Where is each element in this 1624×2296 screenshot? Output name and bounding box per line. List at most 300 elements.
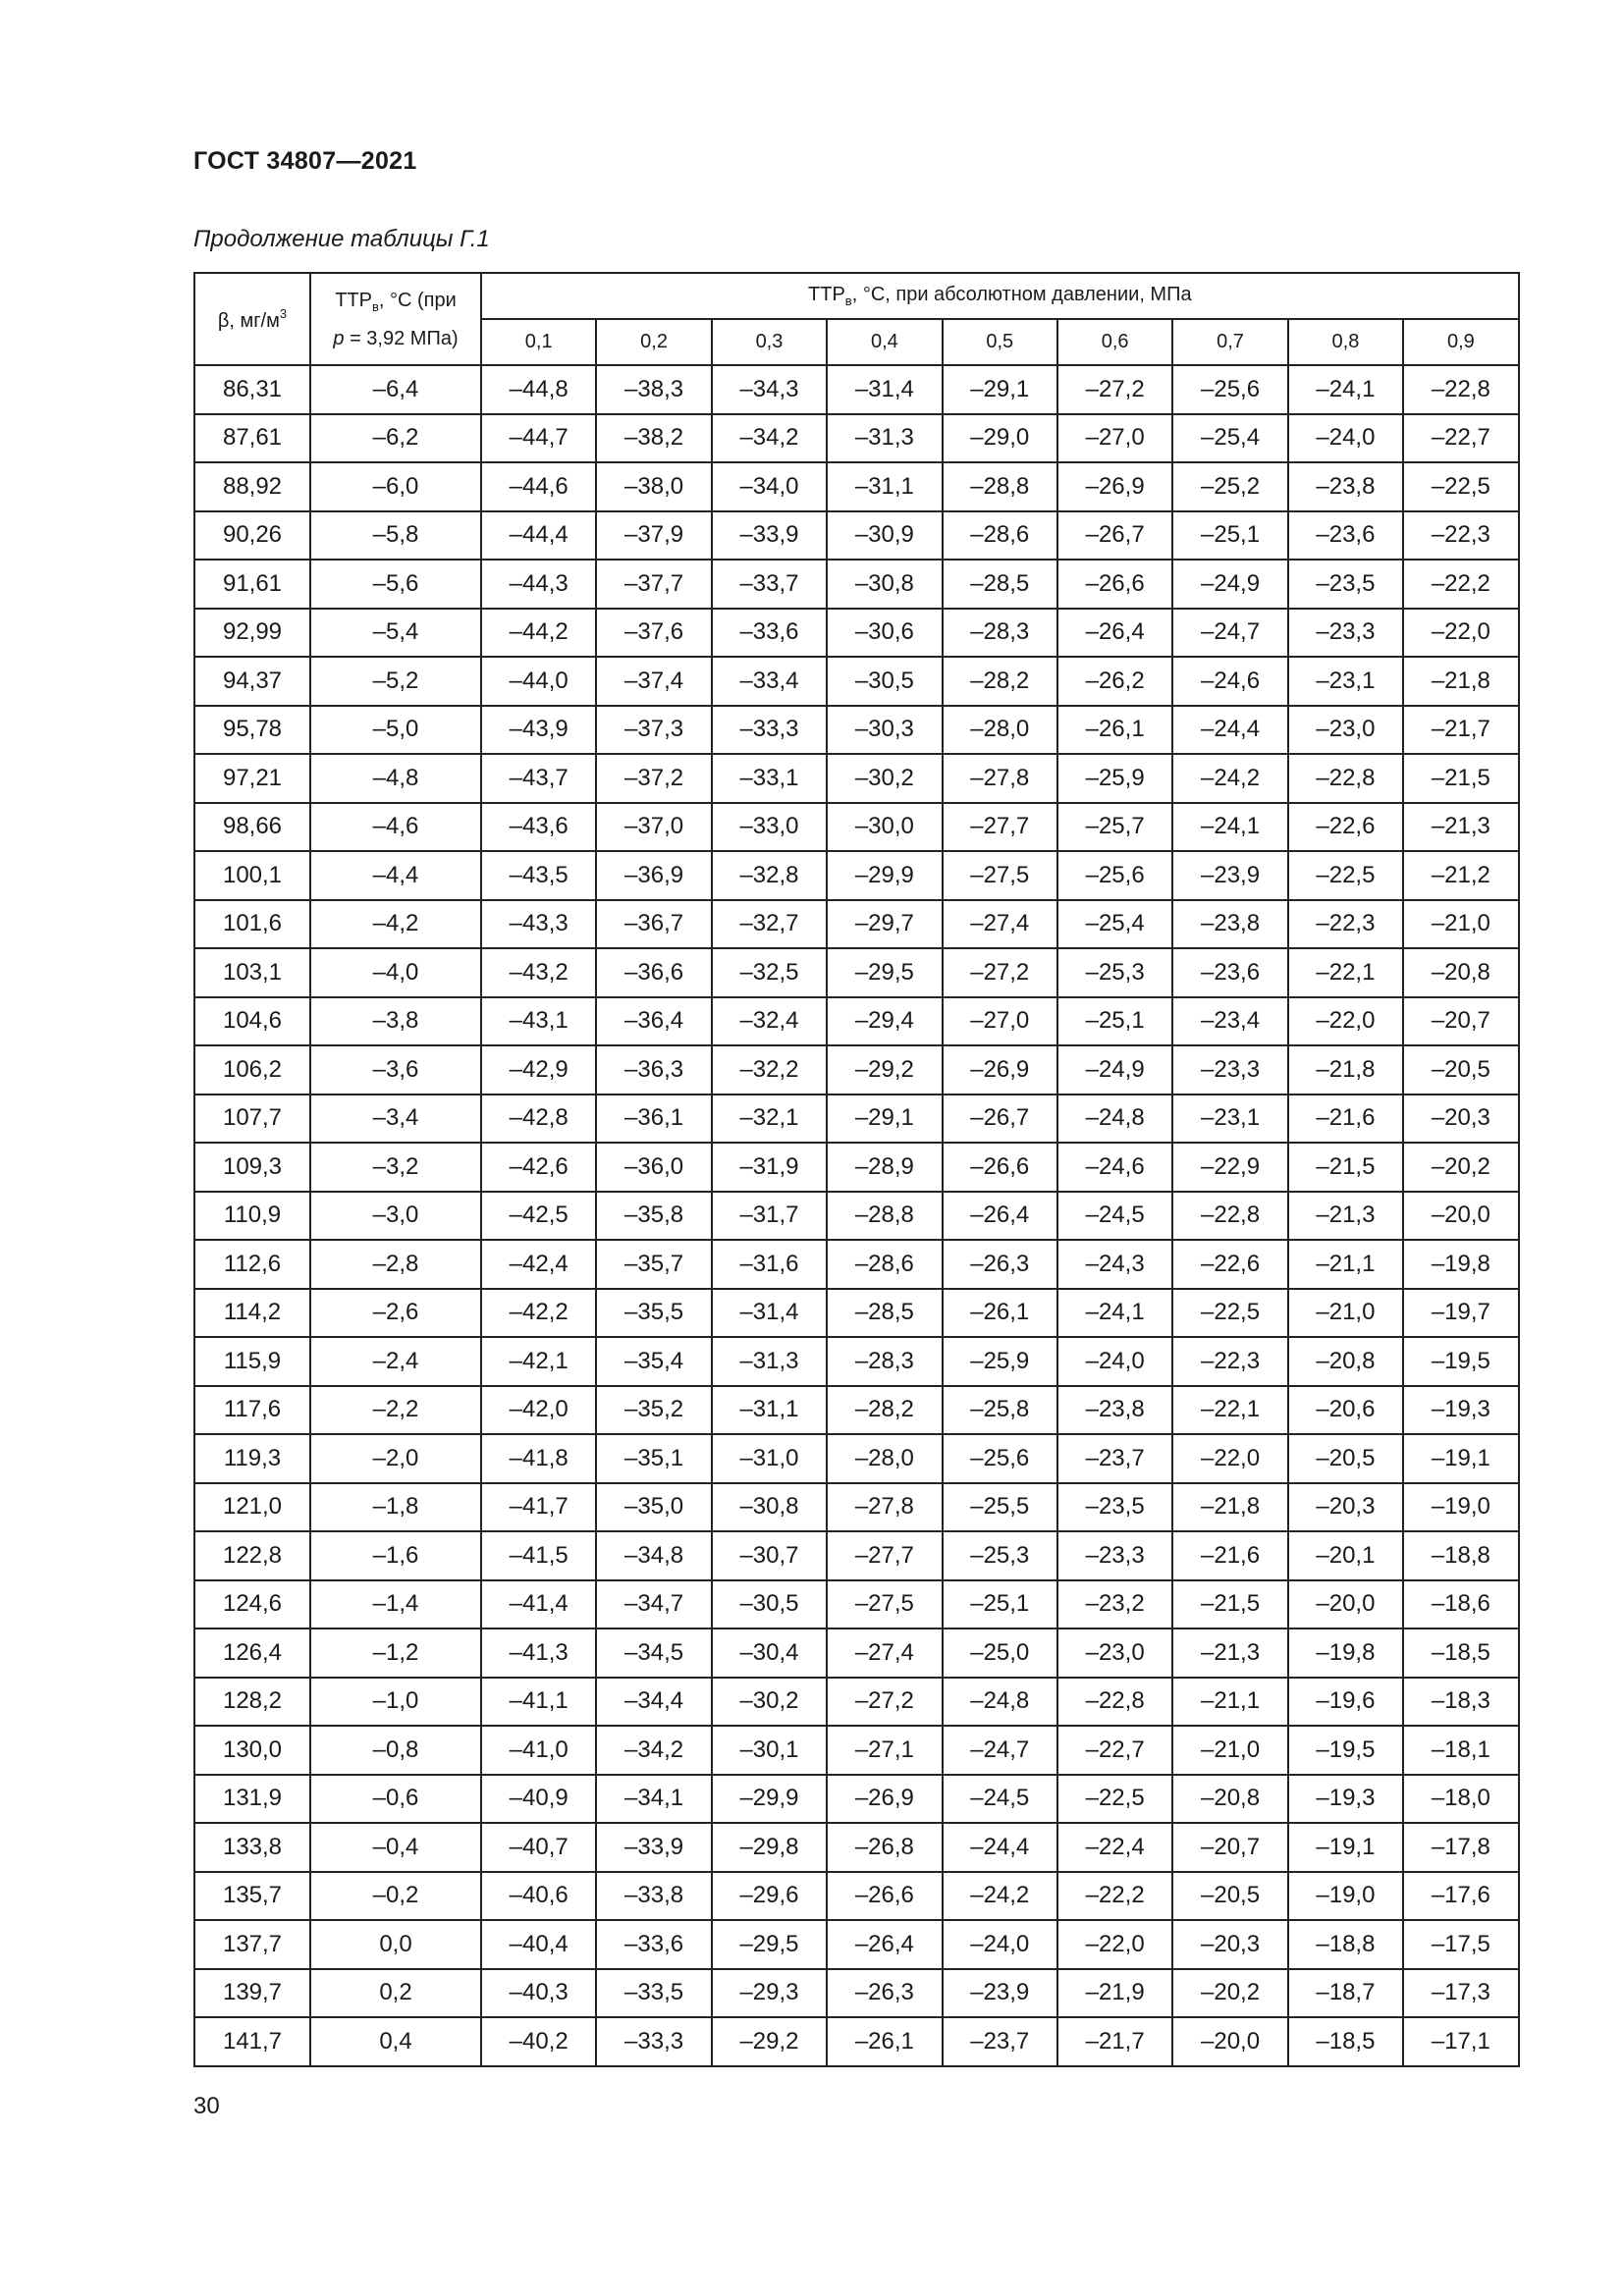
cell-ttp-value: –22,4 xyxy=(1057,1823,1172,1872)
table-row xyxy=(194,1434,1519,1483)
cell-ttp-value: –35,0 xyxy=(596,1483,711,1532)
table-row xyxy=(194,1483,1519,1532)
table-row xyxy=(194,1580,1519,1629)
cell-ttp-value: –43,9 xyxy=(481,706,596,755)
cell-ttp-reference: –2,2 xyxy=(310,1386,481,1435)
cell-ttp-value: –44,0 xyxy=(481,657,596,706)
cell-ttp-value: –24,2 xyxy=(943,1872,1057,1921)
cell-ttp-value: –22,5 xyxy=(1057,1775,1172,1824)
cell-ttp-value: –30,7 xyxy=(712,1531,827,1580)
table-row xyxy=(194,1095,1519,1144)
cell-ttp-value: –27,1 xyxy=(827,1726,942,1775)
table-row xyxy=(194,560,1519,609)
cell-ttp-value: –20,5 xyxy=(1288,1434,1403,1483)
table-row xyxy=(194,1045,1519,1095)
cell-ttp-reference: –6,2 xyxy=(310,414,481,463)
cell-ttp-value: –31,3 xyxy=(712,1337,827,1386)
cell-beta: 141,7 xyxy=(194,2017,310,2066)
cell-ttp-value: –23,9 xyxy=(1172,851,1287,900)
cell-ttp-value: –33,1 xyxy=(712,754,827,803)
cell-ttp-reference: –1,0 xyxy=(310,1678,481,1727)
cell-ttp-value: –30,6 xyxy=(827,609,942,658)
cell-ttp-value: –44,2 xyxy=(481,609,596,658)
cell-ttp-value: –23,8 xyxy=(1172,900,1287,949)
cell-ttp-value: –22,5 xyxy=(1288,851,1403,900)
cell-ttp-reference: –4,8 xyxy=(310,754,481,803)
ttp-label: ТТР xyxy=(335,289,372,311)
cell-beta: 117,6 xyxy=(194,1386,310,1435)
table-row xyxy=(194,414,1519,463)
cell-ttp-value: –19,5 xyxy=(1288,1726,1403,1775)
cell-beta: 131,9 xyxy=(194,1775,310,1824)
cell-ttp-value: –25,2 xyxy=(1172,462,1287,511)
cell-ttp-value: –27,2 xyxy=(1057,365,1172,414)
cell-ttp-value: –22,1 xyxy=(1172,1386,1287,1435)
cell-ttp-value: –33,6 xyxy=(712,609,827,658)
cell-ttp-value: –23,5 xyxy=(1057,1483,1172,1532)
cell-ttp-value: –34,5 xyxy=(596,1629,711,1678)
cell-ttp-value: –37,7 xyxy=(596,560,711,609)
cell-ttp-value: –22,0 xyxy=(1057,1920,1172,1969)
table-row xyxy=(194,1872,1519,1921)
cell-ttp-value: –24,6 xyxy=(1057,1143,1172,1192)
cell-ttp-value: –21,3 xyxy=(1403,803,1518,852)
cell-beta: 112,6 xyxy=(194,1240,310,1289)
cell-ttp-value: –22,5 xyxy=(1403,462,1518,511)
cell-ttp-value: –19,1 xyxy=(1288,1823,1403,1872)
reference-pressure: = 3,92 МПа) xyxy=(344,327,459,349)
cell-ttp-value: –22,3 xyxy=(1288,900,1403,949)
table-row xyxy=(194,657,1519,706)
column-header-pressure: 0,1 xyxy=(481,319,596,365)
cell-ttp-value: –23,7 xyxy=(1057,1434,1172,1483)
cell-ttp-value: –26,7 xyxy=(1057,511,1172,561)
cell-ttp-value: –23,1 xyxy=(1172,1095,1287,1144)
column-header-pressure: 0,5 xyxy=(943,319,1057,365)
cell-ttp-value: –36,3 xyxy=(596,1045,711,1095)
cell-ttp-value: –25,9 xyxy=(943,1337,1057,1386)
cell-ttp-value: –25,1 xyxy=(1057,997,1172,1046)
cell-ttp-value: –23,6 xyxy=(1288,511,1403,561)
cell-ttp-reference: –2,8 xyxy=(310,1240,481,1289)
cell-ttp-value: –29,8 xyxy=(712,1823,827,1872)
cell-ttp-value: –19,1 xyxy=(1403,1434,1518,1483)
cell-ttp-value: –20,7 xyxy=(1403,997,1518,1046)
cell-ttp-value: –26,1 xyxy=(827,2017,942,2066)
column-header-pressure: 0,7 xyxy=(1172,319,1287,365)
cell-ttp-value: –31,7 xyxy=(712,1192,827,1241)
table-header-row xyxy=(194,273,1519,319)
cell-ttp-value: –26,3 xyxy=(943,1240,1057,1289)
cell-ttp-value: –23,4 xyxy=(1172,997,1287,1046)
cell-ttp-value: –20,0 xyxy=(1288,1580,1403,1629)
cell-ttp-value: –30,8 xyxy=(712,1483,827,1532)
cell-ttp-value: –31,1 xyxy=(712,1386,827,1435)
cell-ttp-value: –42,5 xyxy=(481,1192,596,1241)
table-row xyxy=(194,1143,1519,1192)
cell-ttp-value: –20,5 xyxy=(1403,1045,1518,1095)
cell-beta: 100,1 xyxy=(194,851,310,900)
cell-ttp-value: –30,2 xyxy=(827,754,942,803)
cell-ttp-value: –27,2 xyxy=(943,948,1057,997)
cell-ttp-value: –33,7 xyxy=(712,560,827,609)
cell-ttp-value: –23,6 xyxy=(1172,948,1287,997)
cell-ttp-value: –29,0 xyxy=(943,414,1057,463)
table-row xyxy=(194,1240,1519,1289)
cell-ttp-value: –33,9 xyxy=(596,1823,711,1872)
cell-ttp-value: –18,3 xyxy=(1403,1678,1518,1727)
data-table xyxy=(193,272,1520,2067)
cell-ttp-value: –42,1 xyxy=(481,1337,596,1386)
cell-beta: 109,3 xyxy=(194,1143,310,1192)
cell-ttp-value: –17,8 xyxy=(1403,1823,1518,1872)
cell-ttp-value: –27,2 xyxy=(827,1678,942,1727)
cell-ttp-value: –26,3 xyxy=(827,1969,942,2018)
cell-ttp-reference: –3,8 xyxy=(310,997,481,1046)
cell-ttp-value: –42,4 xyxy=(481,1240,596,1289)
cell-ttp-value: –25,3 xyxy=(1057,948,1172,997)
cell-ttp-value: –38,2 xyxy=(596,414,711,463)
cell-ttp-value: –22,2 xyxy=(1403,560,1518,609)
table-row xyxy=(194,754,1519,803)
cell-ttp-value: –29,3 xyxy=(712,1969,827,2018)
cell-ttp-value: –26,9 xyxy=(1057,462,1172,511)
pressure-symbol: p xyxy=(333,327,345,349)
cell-ttp-value: –43,1 xyxy=(481,997,596,1046)
cell-ttp-value: –36,0 xyxy=(596,1143,711,1192)
cell-ttp-value: –29,4 xyxy=(827,997,942,1046)
cell-ttp-reference: –1,2 xyxy=(310,1629,481,1678)
cell-ttp-value: –18,8 xyxy=(1403,1531,1518,1580)
cell-ttp-value: –29,9 xyxy=(827,851,942,900)
cell-ttp-value: –31,4 xyxy=(712,1289,827,1338)
cell-ttp-value: –21,8 xyxy=(1172,1483,1287,1532)
cell-ttp-value: –35,8 xyxy=(596,1192,711,1241)
cell-ttp-value: –21,0 xyxy=(1172,1726,1287,1775)
cell-ttp-value: –18,0 xyxy=(1403,1775,1518,1824)
cell-ttp-value: –19,6 xyxy=(1288,1678,1403,1727)
cell-ttp-value: –33,0 xyxy=(712,803,827,852)
cell-ttp-value: –32,2 xyxy=(712,1045,827,1095)
cell-ttp-value: –27,5 xyxy=(827,1580,942,1629)
cell-ttp-value: –27,0 xyxy=(1057,414,1172,463)
column-header-pressure: 0,4 xyxy=(827,319,942,365)
cell-ttp-value: –40,7 xyxy=(481,1823,596,1872)
cell-ttp-value: –24,0 xyxy=(1288,414,1403,463)
cell-ttp-value: –20,3 xyxy=(1172,1920,1287,1969)
cell-ttp-reference: 0,0 xyxy=(310,1920,481,1969)
cell-ttp-value: –24,5 xyxy=(943,1775,1057,1824)
cell-ttp-value: –24,2 xyxy=(1172,754,1287,803)
cell-ttp-value: –23,5 xyxy=(1288,560,1403,609)
cell-ttp-value: –24,9 xyxy=(1172,560,1287,609)
table-row xyxy=(194,609,1519,658)
cell-ttp-value: –26,4 xyxy=(1057,609,1172,658)
table-row xyxy=(194,1823,1519,1872)
cell-ttp-value: –37,4 xyxy=(596,657,711,706)
cell-ttp-value: –17,5 xyxy=(1403,1920,1518,1969)
cell-ttp-value: –35,7 xyxy=(596,1240,711,1289)
beta-label: β, мг/м xyxy=(217,309,280,332)
cell-ttp-value: –29,2 xyxy=(712,2017,827,2066)
cell-ttp-value: –20,2 xyxy=(1172,1969,1287,2018)
cell-ttp-value: –43,7 xyxy=(481,754,596,803)
cell-beta: 110,9 xyxy=(194,1192,310,1241)
beta-unit-superscript: 3 xyxy=(279,305,288,321)
cell-ttp-value: –25,5 xyxy=(943,1483,1057,1532)
cell-ttp-reference: –5,4 xyxy=(310,609,481,658)
cell-ttp-reference: –3,0 xyxy=(310,1192,481,1241)
cell-ttp-value: –37,2 xyxy=(596,754,711,803)
cell-ttp-value: –33,3 xyxy=(596,2017,711,2066)
cell-ttp-value: –21,6 xyxy=(1172,1531,1287,1580)
column-group-header-pressure xyxy=(481,273,1519,319)
cell-ttp-value: –29,2 xyxy=(827,1045,942,1095)
cell-ttp-value: –35,5 xyxy=(596,1289,711,1338)
cell-ttp-value: –28,5 xyxy=(827,1289,942,1338)
table-row xyxy=(194,851,1519,900)
cell-ttp-value: –21,5 xyxy=(1288,1143,1403,1192)
cell-beta: 139,7 xyxy=(194,1969,310,2018)
cell-ttp-reference: –0,4 xyxy=(310,1823,481,1872)
cell-ttp-value: –28,5 xyxy=(943,560,1057,609)
cell-ttp-value: –31,0 xyxy=(712,1434,827,1483)
cell-ttp-value: –30,5 xyxy=(712,1580,827,1629)
cell-ttp-value: –20,1 xyxy=(1288,1531,1403,1580)
cell-ttp-value: –22,9 xyxy=(1172,1143,1287,1192)
cell-ttp-value: –25,3 xyxy=(943,1531,1057,1580)
cell-ttp-value: –22,3 xyxy=(1403,511,1518,561)
cell-beta: 94,37 xyxy=(194,657,310,706)
cell-ttp-value: –28,8 xyxy=(943,462,1057,511)
table-row xyxy=(194,1629,1519,1678)
cell-ttp-value: –28,8 xyxy=(827,1192,942,1241)
cell-ttp-value: –22,7 xyxy=(1403,414,1518,463)
cell-beta: 121,0 xyxy=(194,1483,310,1532)
cell-ttp-reference: –2,6 xyxy=(310,1289,481,1338)
cell-ttp-value: –24,1 xyxy=(1172,803,1287,852)
table-row xyxy=(194,1289,1519,1338)
cell-ttp-reference: –5,8 xyxy=(310,511,481,561)
cell-ttp-reference: –1,8 xyxy=(310,1483,481,1532)
cell-ttp-value: –33,3 xyxy=(712,706,827,755)
cell-ttp-value: –22,0 xyxy=(1288,997,1403,1046)
column-header-pressure: 0,6 xyxy=(1057,319,1172,365)
cell-ttp-reference: –5,2 xyxy=(310,657,481,706)
cell-ttp-value: –20,7 xyxy=(1172,1823,1287,1872)
cell-ttp-value: –37,9 xyxy=(596,511,711,561)
cell-ttp-value: –22,6 xyxy=(1288,803,1403,852)
cell-ttp-value: –26,6 xyxy=(827,1872,942,1921)
cell-ttp-value: –18,5 xyxy=(1288,2017,1403,2066)
table-row xyxy=(194,2017,1519,2066)
cell-ttp-value: –32,7 xyxy=(712,900,827,949)
cell-ttp-value: –26,4 xyxy=(943,1192,1057,1241)
cell-ttp-value: –42,9 xyxy=(481,1045,596,1095)
table-body xyxy=(194,365,1519,2066)
cell-ttp-value: –34,0 xyxy=(712,462,827,511)
cell-ttp-value: –17,1 xyxy=(1403,2017,1518,2066)
cell-ttp-value: –20,8 xyxy=(1172,1775,1287,1824)
cell-ttp-value: –35,4 xyxy=(596,1337,711,1386)
cell-ttp-reference: –6,4 xyxy=(310,365,481,414)
cell-ttp-value: –31,9 xyxy=(712,1143,827,1192)
cell-ttp-value: –26,1 xyxy=(1057,706,1172,755)
cell-ttp-value: –20,6 xyxy=(1288,1386,1403,1435)
cell-ttp-value: –20,5 xyxy=(1172,1872,1287,1921)
cell-beta: 114,2 xyxy=(194,1289,310,1338)
cell-ttp-value: –41,0 xyxy=(481,1726,596,1775)
cell-ttp-value: –30,3 xyxy=(827,706,942,755)
column-header-pressure: 0,2 xyxy=(596,319,711,365)
cell-ttp-value: –23,2 xyxy=(1057,1580,1172,1629)
cell-ttp-value: –28,6 xyxy=(943,511,1057,561)
cell-ttp-value: –25,0 xyxy=(943,1629,1057,1678)
column-header-pressure: 0,3 xyxy=(712,319,827,365)
cell-ttp-value: –40,6 xyxy=(481,1872,596,1921)
cell-ttp-value: –19,8 xyxy=(1288,1629,1403,1678)
cell-ttp-value: –44,8 xyxy=(481,365,596,414)
cell-ttp-value: –18,7 xyxy=(1288,1969,1403,2018)
cell-ttp-value: –23,0 xyxy=(1057,1629,1172,1678)
cell-ttp-reference: –1,6 xyxy=(310,1531,481,1580)
cell-ttp-value: –26,9 xyxy=(827,1775,942,1824)
cell-ttp-value: –33,8 xyxy=(596,1872,711,1921)
table-row xyxy=(194,1920,1519,1969)
cell-ttp-value: –21,1 xyxy=(1172,1678,1287,1727)
ttp-unit: , °С (при xyxy=(378,289,457,311)
cell-ttp-value: –20,8 xyxy=(1403,948,1518,997)
cell-ttp-value: –21,5 xyxy=(1403,754,1518,803)
cell-ttp-value: –37,3 xyxy=(596,706,711,755)
cell-ttp-value: –26,6 xyxy=(1057,560,1172,609)
cell-ttp-value: –29,1 xyxy=(827,1095,942,1144)
cell-ttp-value: –29,1 xyxy=(943,365,1057,414)
cell-ttp-value: –24,5 xyxy=(1057,1192,1172,1241)
cell-ttp-value: –24,4 xyxy=(1172,706,1287,755)
cell-ttp-value: –41,5 xyxy=(481,1531,596,1580)
cell-ttp-value: –27,5 xyxy=(943,851,1057,900)
cell-ttp-value: –25,6 xyxy=(943,1434,1057,1483)
cell-ttp-value: –21,1 xyxy=(1288,1240,1403,1289)
cell-ttp-reference: –2,4 xyxy=(310,1337,481,1386)
cell-ttp-value: –33,9 xyxy=(712,511,827,561)
cell-ttp-value: –43,5 xyxy=(481,851,596,900)
cell-beta: 119,3 xyxy=(194,1434,310,1483)
cell-ttp-value: –41,4 xyxy=(481,1580,596,1629)
cell-ttp-value: –22,5 xyxy=(1172,1289,1287,1338)
cell-ttp-value: –20,2 xyxy=(1403,1143,1518,1192)
cell-ttp-value: –23,3 xyxy=(1172,1045,1287,1095)
cell-ttp-value: –32,8 xyxy=(712,851,827,900)
cell-ttp-value: –44,3 xyxy=(481,560,596,609)
table-row xyxy=(194,1192,1519,1241)
cell-ttp-value: –27,7 xyxy=(827,1531,942,1580)
cell-ttp-value: –34,2 xyxy=(596,1726,711,1775)
cell-ttp-value: –25,6 xyxy=(1057,851,1172,900)
cell-ttp-value: –30,5 xyxy=(827,657,942,706)
cell-ttp-value: –36,9 xyxy=(596,851,711,900)
cell-ttp-value: –30,0 xyxy=(827,803,942,852)
cell-beta: 126,4 xyxy=(194,1629,310,1678)
column-header-pressure: 0,9 xyxy=(1403,319,1518,365)
cell-ttp-value: –28,3 xyxy=(827,1337,942,1386)
cell-ttp-reference: –0,8 xyxy=(310,1726,481,1775)
cell-ttp-value: –41,7 xyxy=(481,1483,596,1532)
cell-ttp-value: –21,9 xyxy=(1057,1969,1172,2018)
cell-ttp-reference: –0,6 xyxy=(310,1775,481,1824)
cell-ttp-value: –34,1 xyxy=(596,1775,711,1824)
table-row xyxy=(194,1531,1519,1580)
cell-ttp-value: –32,1 xyxy=(712,1095,827,1144)
cell-ttp-reference: –6,0 xyxy=(310,462,481,511)
cell-ttp-value: –23,9 xyxy=(943,1969,1057,2018)
cell-ttp-value: –33,6 xyxy=(596,1920,711,1969)
cell-ttp-value: –21,6 xyxy=(1288,1095,1403,1144)
cell-ttp-value: –34,4 xyxy=(596,1678,711,1727)
table-row xyxy=(194,803,1519,852)
cell-ttp-value: –22,6 xyxy=(1172,1240,1287,1289)
cell-ttp-value: –34,8 xyxy=(596,1531,711,1580)
cell-ttp-value: –23,8 xyxy=(1057,1386,1172,1435)
cell-ttp-value: –19,3 xyxy=(1288,1775,1403,1824)
table-row xyxy=(194,1386,1519,1435)
cell-ttp-value: –23,0 xyxy=(1288,706,1403,755)
cell-beta: 107,7 xyxy=(194,1095,310,1144)
cell-ttp-value: –29,9 xyxy=(712,1775,827,1824)
cell-ttp-value: –42,2 xyxy=(481,1289,596,1338)
cell-beta: 137,7 xyxy=(194,1920,310,1969)
table-row xyxy=(194,1775,1519,1824)
cell-ttp-value: –35,2 xyxy=(596,1386,711,1435)
cell-ttp-value: –22,2 xyxy=(1057,1872,1172,1921)
cell-ttp-value: –20,3 xyxy=(1288,1483,1403,1532)
table-row xyxy=(194,462,1519,511)
cell-ttp-reference: –3,2 xyxy=(310,1143,481,1192)
cell-ttp-value: –25,6 xyxy=(1172,365,1287,414)
cell-ttp-value: –19,0 xyxy=(1288,1872,1403,1921)
cell-ttp-value: –20,8 xyxy=(1288,1337,1403,1386)
cell-ttp-value: –24,7 xyxy=(1172,609,1287,658)
cell-ttp-value: –26,6 xyxy=(943,1143,1057,1192)
cell-ttp-value: –27,8 xyxy=(943,754,1057,803)
cell-ttp-reference: –5,6 xyxy=(310,560,481,609)
cell-ttp-value: –30,1 xyxy=(712,1726,827,1775)
cell-ttp-value: –27,7 xyxy=(943,803,1057,852)
cell-ttp-value: –29,5 xyxy=(827,948,942,997)
cell-ttp-value: –26,7 xyxy=(943,1095,1057,1144)
cell-beta: 103,1 xyxy=(194,948,310,997)
cell-ttp-value: –31,4 xyxy=(827,365,942,414)
cell-ttp-value: –23,8 xyxy=(1288,462,1403,511)
cell-ttp-value: –18,5 xyxy=(1403,1629,1518,1678)
cell-ttp-reference: 0,2 xyxy=(310,1969,481,2018)
cell-beta: 87,61 xyxy=(194,414,310,463)
table-row xyxy=(194,997,1519,1046)
cell-ttp-value: –18,1 xyxy=(1403,1726,1518,1775)
cell-ttp-value: –22,7 xyxy=(1057,1726,1172,1775)
cell-ttp-value: –41,3 xyxy=(481,1629,596,1678)
cell-ttp-value: –24,1 xyxy=(1057,1289,1172,1338)
cell-ttp-value: –22,0 xyxy=(1172,1434,1287,1483)
cell-ttp-value: –20,0 xyxy=(1172,2017,1287,2066)
cell-ttp-value: –26,1 xyxy=(943,1289,1057,1338)
cell-ttp-value: –22,3 xyxy=(1172,1337,1287,1386)
cell-ttp-reference: –4,6 xyxy=(310,803,481,852)
cell-ttp-value: –25,7 xyxy=(1057,803,1172,852)
cell-ttp-value: –21,2 xyxy=(1403,851,1518,900)
cell-ttp-value: –24,1 xyxy=(1288,365,1403,414)
